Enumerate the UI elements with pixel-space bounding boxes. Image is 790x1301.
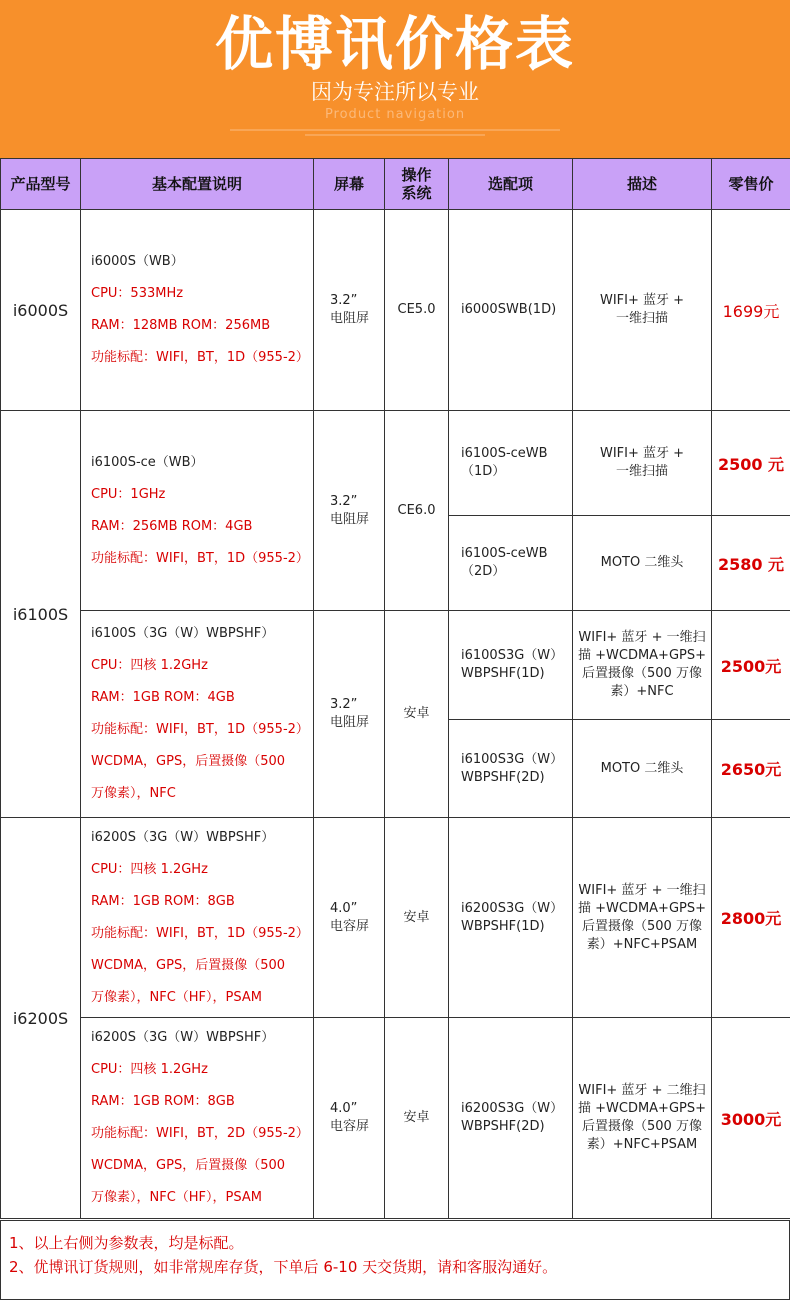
screen-cell — [314, 1018, 385, 1219]
price-table — [0, 158, 790, 1219]
option-line: i6100S-ceWB — [461, 546, 548, 561]
config-line: i6000S（WB） — [91, 254, 184, 269]
config-line: CPU：四核 1.2GHz — [91, 861, 208, 877]
desc-line: WIFI+ 蓝牙 + — [599, 446, 685, 461]
option-cell — [449, 720, 573, 818]
table-row — [1, 411, 790, 516]
table-row — [1, 1018, 790, 1219]
desc-line: 后置摄像（500 万像 — [582, 1119, 702, 1134]
price-cell: 2650元 — [712, 720, 790, 818]
option-line: i6100S-ceWB — [461, 446, 548, 461]
config-line: CPU：533MHz — [91, 286, 184, 301]
col-header-config: 基本配置说明 — [81, 159, 314, 210]
config-line: 功能标配：WIFI，BT，2D（955-2） — [91, 1126, 309, 1141]
option-line: i6200S3G（W） — [461, 900, 564, 916]
desc-line: WIFI+ 蓝牙 + 一维扫 — [578, 882, 706, 898]
screen-type: 电容屏 — [330, 1119, 370, 1134]
col-header-screen: 屏幕 — [314, 159, 385, 210]
desc-line: 描 +WCDMA+GPS+ — [577, 648, 707, 663]
screen-cell — [314, 411, 385, 611]
table-row — [1, 210, 790, 411]
os-cell: 安卓 — [385, 611, 449, 818]
col-header-os — [385, 159, 449, 210]
desc-line: WIFI+ 蓝牙 + — [599, 293, 685, 308]
os-cell: CE6.0 — [385, 411, 449, 611]
config-line: 万像素），NFC（HF），PSAM — [91, 989, 262, 1005]
desc-line: 素）+NFC+PSAM — [586, 936, 698, 952]
option-cell — [449, 611, 573, 720]
config-line: 功能标配：WIFI，BT，1D（955-2） — [91, 550, 309, 566]
desc-line: WIFI+ 蓝牙 + 二维扫 — [578, 1083, 706, 1098]
price-cell: 2500元 — [712, 611, 790, 720]
option-line: i6100S3G（W） — [461, 648, 564, 663]
config-line: RAM：256MB ROM：4GB — [91, 518, 253, 534]
decorative-fine-lines — [200, 126, 590, 140]
price-cell: 2580 元 — [712, 516, 790, 611]
desc-line: 后置摄像（500 万像 — [582, 918, 702, 934]
option-cell — [449, 411, 573, 516]
config-line: CPU：1GHz — [91, 486, 166, 502]
os-cell: CE5.0 — [385, 210, 449, 411]
screen-cell — [314, 611, 385, 818]
desc-line: 描 +WCDMA+GPS+ — [577, 1101, 707, 1116]
desc-cell: MOTO 二维头 — [573, 516, 712, 611]
option-cell — [449, 516, 573, 611]
desc-line: 一维扫描 — [615, 311, 668, 326]
option-line: WBPSHF(1D) — [461, 918, 545, 934]
desc-line: 素）+NFC+PSAM — [586, 1137, 698, 1152]
table-row — [1, 818, 790, 1018]
config-line: 功能标配：WIFI，BT，1D（955-2） — [91, 350, 309, 365]
table-header-row — [1, 159, 790, 210]
page-subtitle: 因为专注所以专业 — [311, 80, 479, 104]
option-line: WBPSHF(1D) — [461, 666, 545, 681]
config-cell — [81, 1018, 314, 1219]
col-header-model: 产品型号 — [1, 159, 81, 210]
config-cell — [81, 611, 314, 818]
config-line: i6100S（3G（W）WBPSHF） — [91, 626, 275, 641]
screen-size: 3.2” — [330, 493, 358, 509]
screen-type: 电阻屏 — [330, 311, 370, 326]
config-cell — [81, 210, 314, 411]
config-line: RAM：1GB ROM：4GB — [91, 690, 235, 705]
desc-line: 素）+NFC — [610, 684, 674, 699]
model-cell: i6200S — [1, 818, 81, 1219]
config-line: WCDMA，GPS，后置摄像（500 — [91, 1158, 286, 1173]
price-cell: 2800元 — [712, 818, 790, 1018]
option-line: （1D） — [461, 464, 506, 479]
price-cell: 3000元 — [712, 1018, 790, 1219]
config-line: RAM：128MB ROM：256MB — [91, 318, 271, 333]
desc-line: 描 +WCDMA+GPS+ — [577, 900, 707, 916]
table-row — [1, 611, 790, 720]
desc-cell — [573, 411, 712, 516]
screen-type: 电阻屏 — [330, 511, 370, 527]
desc-cell — [573, 611, 712, 720]
option-line: i6100S3G（W） — [461, 751, 564, 767]
page-header — [0, 0, 790, 158]
col-header-option: 选配项 — [449, 159, 573, 210]
config-line: WCDMA，GPS，后置摄像（500 — [91, 957, 286, 973]
note-line: 2、优博讯订货规则，如非常规库存货，下单后 6-10 天交货期，请和客服沟通好。 — [9, 1258, 558, 1276]
screen-type: 电阻屏 — [330, 715, 370, 730]
os-header-text: 操作系统 — [401, 166, 432, 202]
desc-line: WIFI+ 蓝牙 + 一维扫 — [578, 630, 706, 645]
os-cell: 安卓 — [385, 818, 449, 1018]
config-line: RAM：1GB ROM：8GB — [91, 1094, 235, 1109]
desc-cell — [573, 818, 712, 1018]
desc-cell: MOTO 二维头 — [573, 720, 712, 818]
notes-box — [0, 1220, 790, 1300]
config-line: 功能标配：WIFI，BT，1D（955-2） — [91, 925, 309, 941]
model-cell: i6100S — [1, 411, 81, 818]
option-cell — [449, 1018, 573, 1219]
config-line: CPU：四核 1.2GHz — [91, 1062, 208, 1077]
option-line: WBPSHF(2D) — [461, 769, 545, 785]
page-title: 优博讯价格表 — [214, 10, 575, 78]
desc-cell — [573, 210, 712, 411]
model-cell: i6000S — [1, 210, 81, 411]
config-line: CPU：四核 1.2GHz — [91, 658, 208, 673]
col-header-price: 零售价 — [712, 159, 790, 210]
screen-type: 电容屏 — [330, 918, 370, 934]
desc-line: 一维扫描 — [615, 464, 668, 479]
note-line: 1、以上右侧为参数表，均是标配。 — [9, 1234, 244, 1252]
os-cell: 安卓 — [385, 1018, 449, 1219]
price-cell: 2500 元 — [712, 411, 790, 516]
screen-size: 3.2” — [330, 697, 358, 712]
screen-cell — [314, 818, 385, 1018]
screen-size: 4.0” — [330, 900, 358, 916]
config-line: 功能标配：WIFI，BT，1D（955-2） — [91, 722, 309, 737]
config-line: WCDMA，GPS，后置摄像（500 — [91, 754, 286, 769]
option-line: （2D） — [461, 564, 506, 579]
config-line: 万像素），NFC（HF），PSAM — [91, 1190, 262, 1205]
desc-line: 后置摄像（500 万像 — [582, 666, 702, 681]
price-cell: 1699元 — [712, 210, 790, 411]
option-line: i6200S3G（W） — [461, 1101, 564, 1116]
col-header-desc: 描述 — [573, 159, 712, 210]
config-cell — [81, 818, 314, 1018]
config-line: i6100S-ce（WB） — [91, 454, 204, 470]
option-line: WBPSHF(2D) — [461, 1119, 545, 1134]
option-cell: i6000SWB(1D) — [449, 210, 573, 411]
config-line: 万像素），NFC — [91, 786, 176, 801]
screen-size: 4.0” — [330, 1101, 358, 1116]
option-cell — [449, 818, 573, 1018]
config-line: i6200S（3G（W）WBPSHF） — [91, 1030, 275, 1045]
desc-cell — [573, 1018, 712, 1219]
config-line: RAM：1GB ROM：8GB — [91, 893, 235, 909]
config-line: i6200S（3G（W）WBPSHF） — [91, 829, 275, 845]
screen-cell — [314, 210, 385, 411]
config-cell — [81, 411, 314, 611]
nav-caption: Product navigation — [324, 107, 466, 122]
screen-size: 3.2” — [330, 293, 358, 308]
